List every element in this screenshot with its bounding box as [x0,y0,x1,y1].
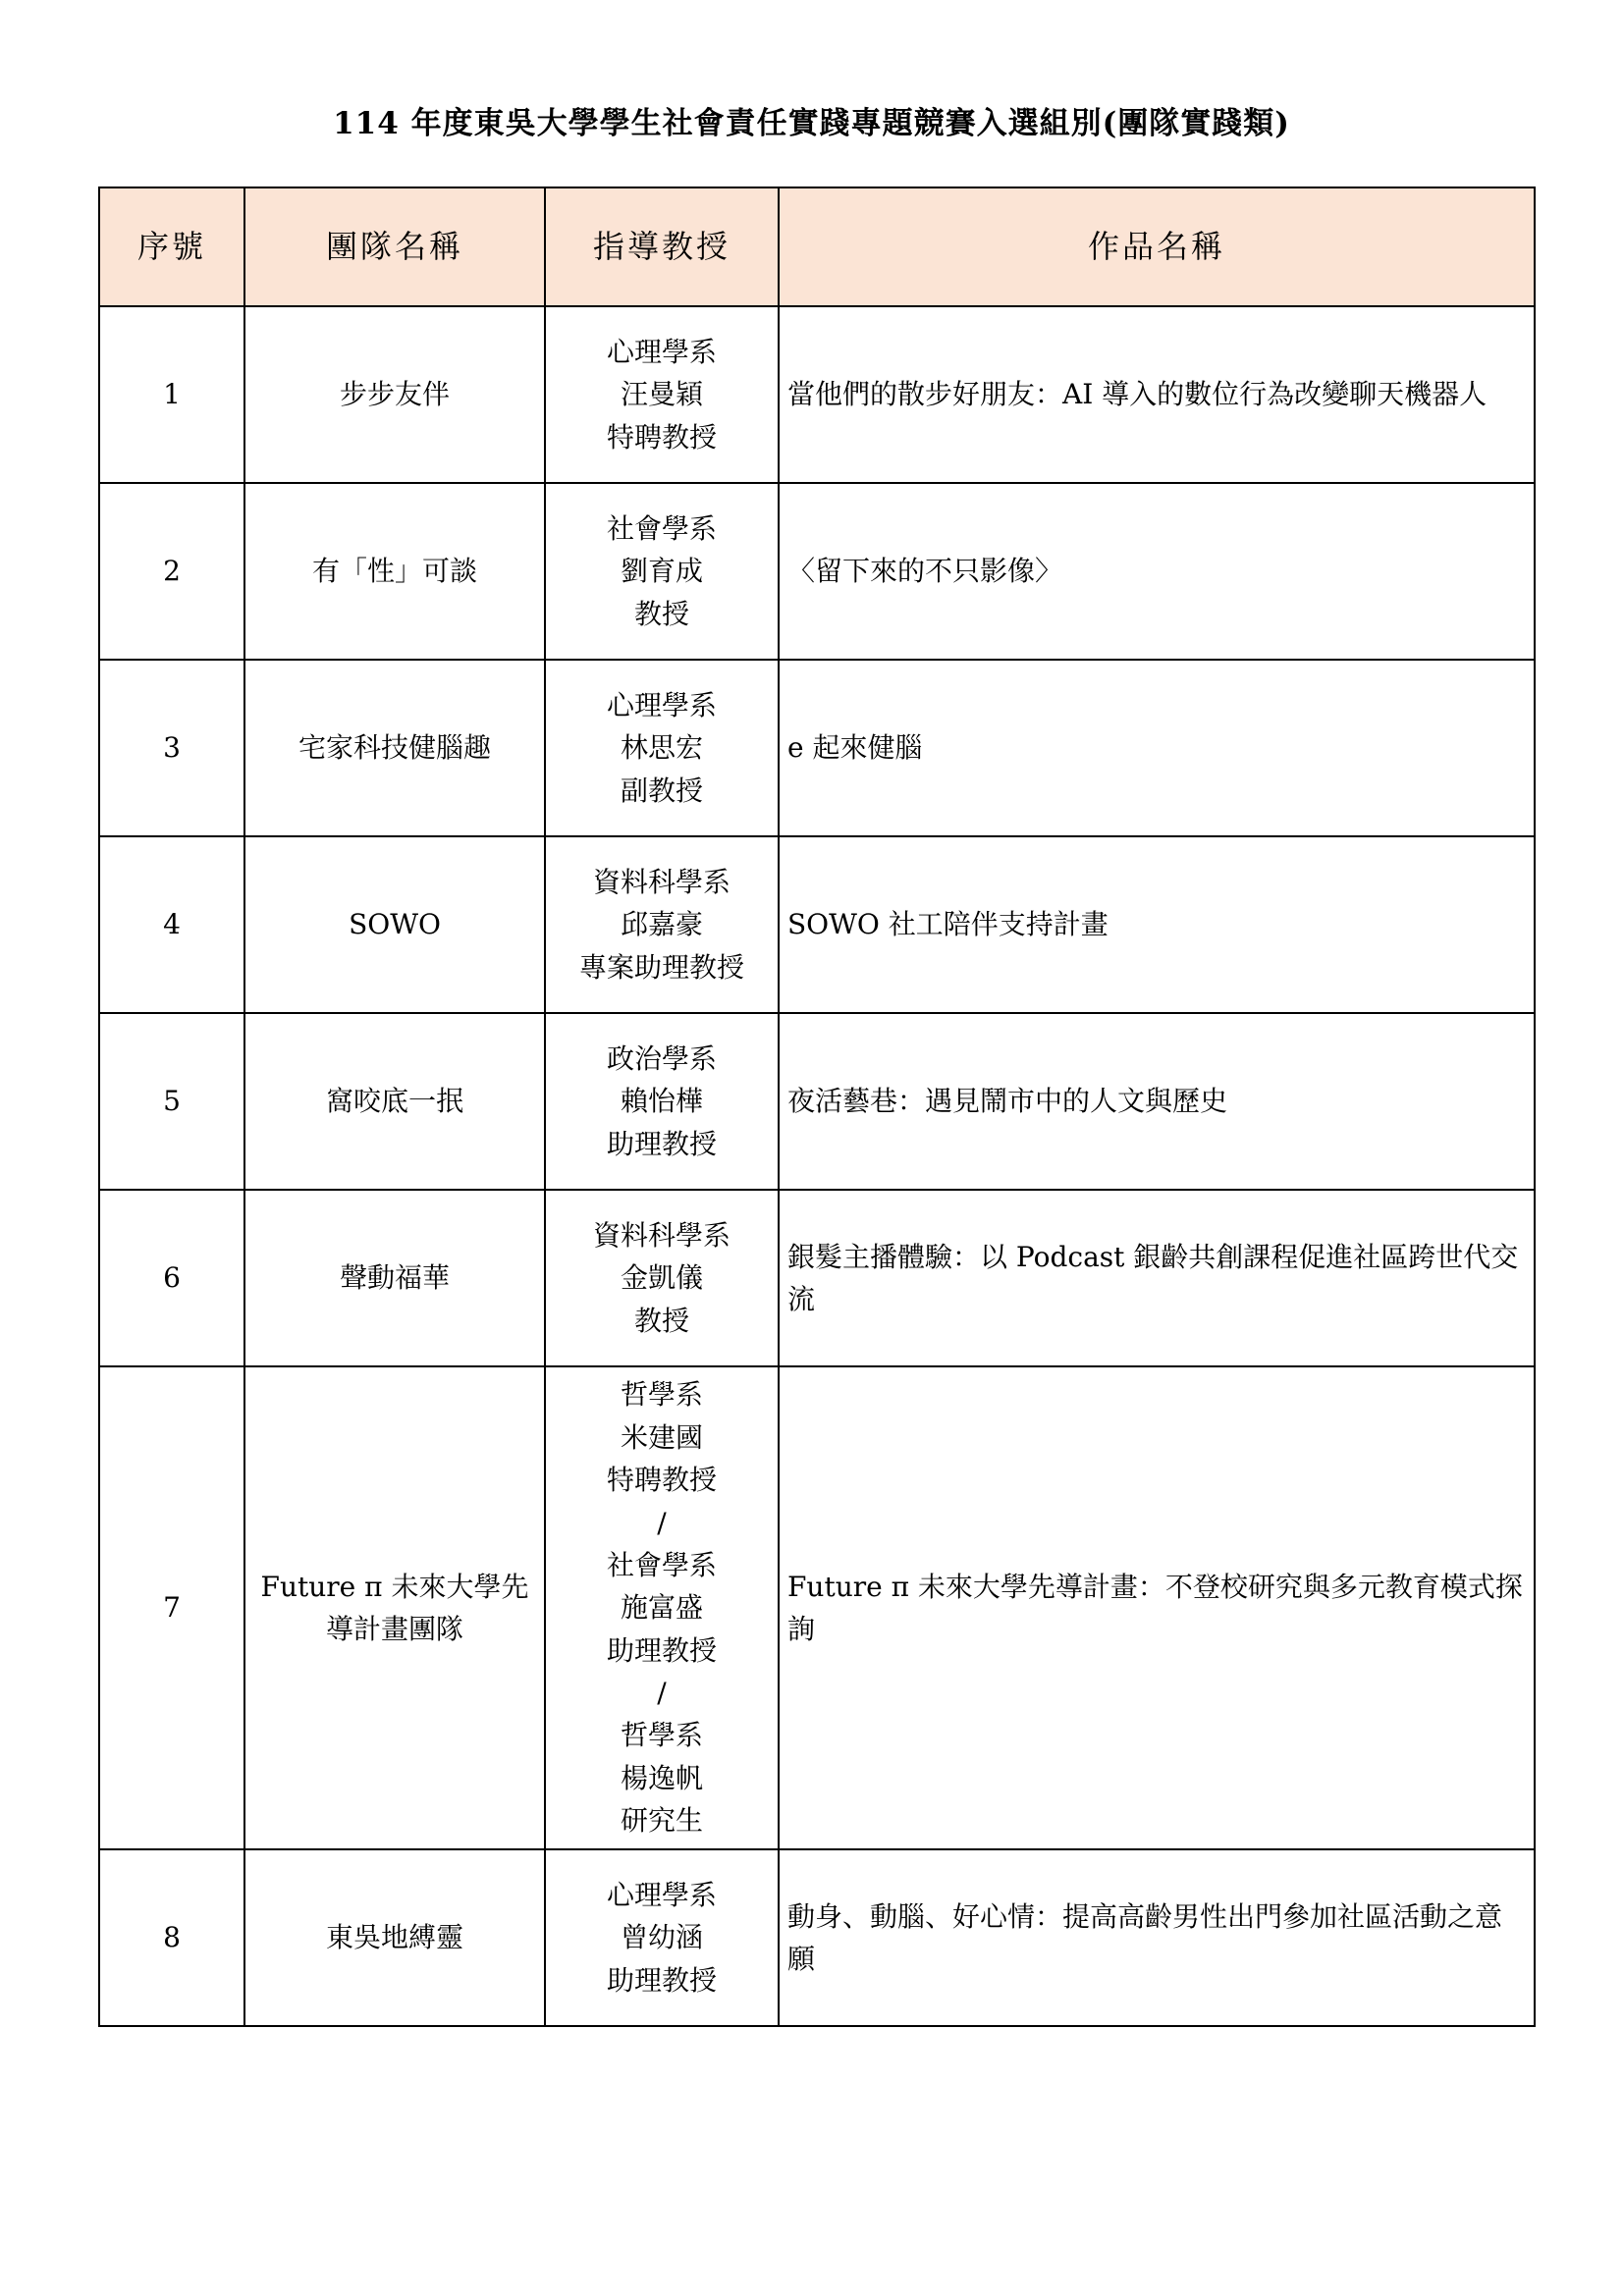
advisor-line: 米建國 [620,1420,703,1454]
advisor-line: 專案助理教授 [578,950,744,984]
advisor-line: / [657,1677,667,1710]
advisor-cell [545,660,779,836]
work-title-cell: 〈留下來的不只影像〉 [779,483,1535,660]
table-body [99,306,1535,2026]
serial-number-cell: 6 [99,1190,244,1366]
advisor-line: 研究生 [620,1804,703,1838]
team-name-cell: 東吳地縛靈 [244,1849,545,2026]
advisor-line: 特聘教授 [606,420,717,454]
advisor-line: / [657,1506,667,1539]
advisor-line: 汪曼穎 [620,378,703,411]
advisor-line: 邱嘉豪 [620,908,703,941]
header-serial-number: 序號 [99,187,244,306]
advisor-line: 心理學系 [606,1878,717,1911]
work-title-cell: Future π 未來大學先導計畫：不登校研究與多元教育模式探詢 [779,1366,1535,1849]
advisor-cell [545,1190,779,1366]
table-row [99,836,1535,1013]
serial-number-cell: 3 [99,660,244,836]
advisor-line: 楊逸帆 [620,1761,703,1794]
table-row [99,1366,1535,1849]
work-title-cell: 當他們的散步好朋友：AI 導入的數位行為改變聊天機器人 [779,306,1535,483]
advisor-line: 哲學系 [620,1719,703,1752]
advisor-line: 心理學系 [606,688,717,721]
advisor-cell [545,483,779,660]
team-name-cell: 聲動福華 [244,1190,545,1366]
team-name-cell: Future π 未來大學先導計畫團隊 [244,1366,545,1849]
table-row [99,1013,1535,1190]
advisor-cell [545,1366,779,1849]
advisor-line: 教授 [633,1304,689,1337]
advisor-line: 哲學系 [620,1378,703,1412]
advisor-line: 助理教授 [606,1963,717,1997]
advisor-line: 金凱儀 [620,1261,703,1295]
team-name-cell: SOWO [244,836,545,1013]
serial-number-cell: 5 [99,1013,244,1190]
team-name-cell: 宅家科技健腦趣 [244,660,545,836]
advisor-line: 曾幼涵 [620,1921,703,1954]
serial-number-cell: 7 [99,1366,244,1849]
advisor-line: 社會學系 [606,511,717,545]
header-advisor: 指導教授 [545,187,779,306]
table-row [99,660,1535,836]
advisor-line: 賴怡樺 [620,1085,703,1118]
advisor-line: 林思宏 [620,731,703,765]
serial-number-cell: 2 [99,483,244,660]
table-row [99,483,1535,660]
advisor-line: 特聘教授 [606,1464,717,1497]
advisor-line: 助理教授 [606,1127,717,1160]
advisor-line: 劉育成 [620,555,703,588]
serial-number-cell: 1 [99,306,244,483]
work-title-cell: SOWO 社工陪伴支持計畫 [779,836,1535,1013]
advisor-cell [545,306,779,483]
advisor-line: 施富盛 [620,1591,703,1625]
work-title-cell: 銀髮主播體驗：以 Podcast 銀齡共創課程促進社區跨世代交流 [779,1190,1535,1366]
advisor-line: 教授 [633,597,689,630]
work-title-cell: 動身、動腦、好心情：提高高齡男性出門參加社區活動之意願 [779,1849,1535,2026]
advisor-line: 政治學系 [606,1041,717,1075]
header-work-title: 作品名稱 [779,187,1535,306]
advisor-line: 資料科學系 [592,1218,730,1252]
team-name-cell: 有「性」可談 [244,483,545,660]
advisor-line: 助理教授 [606,1633,717,1667]
team-name-cell: 步步友伴 [244,306,545,483]
table-row [99,1190,1535,1366]
advisor-line: 資料科學系 [592,865,730,898]
table-header-row [99,187,1535,306]
selected-teams-table [98,187,1536,2027]
work-title-cell: 夜活藝巷：遇見鬧市中的人文與歷史 [779,1013,1535,1190]
advisor-cell [545,836,779,1013]
work-title-cell: e 起來健腦 [779,660,1535,836]
advisor-cell [545,1013,779,1190]
team-name-cell: 窩咬底一抿 [244,1013,545,1190]
header-team-name: 團隊名稱 [244,187,545,306]
document-title: 114 年度東吳大學學生社會責任實踐專題競賽入選組別(團隊實踐類) [333,106,1290,141]
serial-number-cell: 4 [99,836,244,1013]
serial-number-cell: 8 [99,1849,244,2026]
advisor-line: 社會學系 [606,1548,717,1581]
advisor-cell [545,1849,779,2026]
table-row [99,306,1535,483]
table-row [99,1849,1535,2026]
advisor-line: 副教授 [620,774,703,807]
advisor-line: 心理學系 [606,335,717,368]
